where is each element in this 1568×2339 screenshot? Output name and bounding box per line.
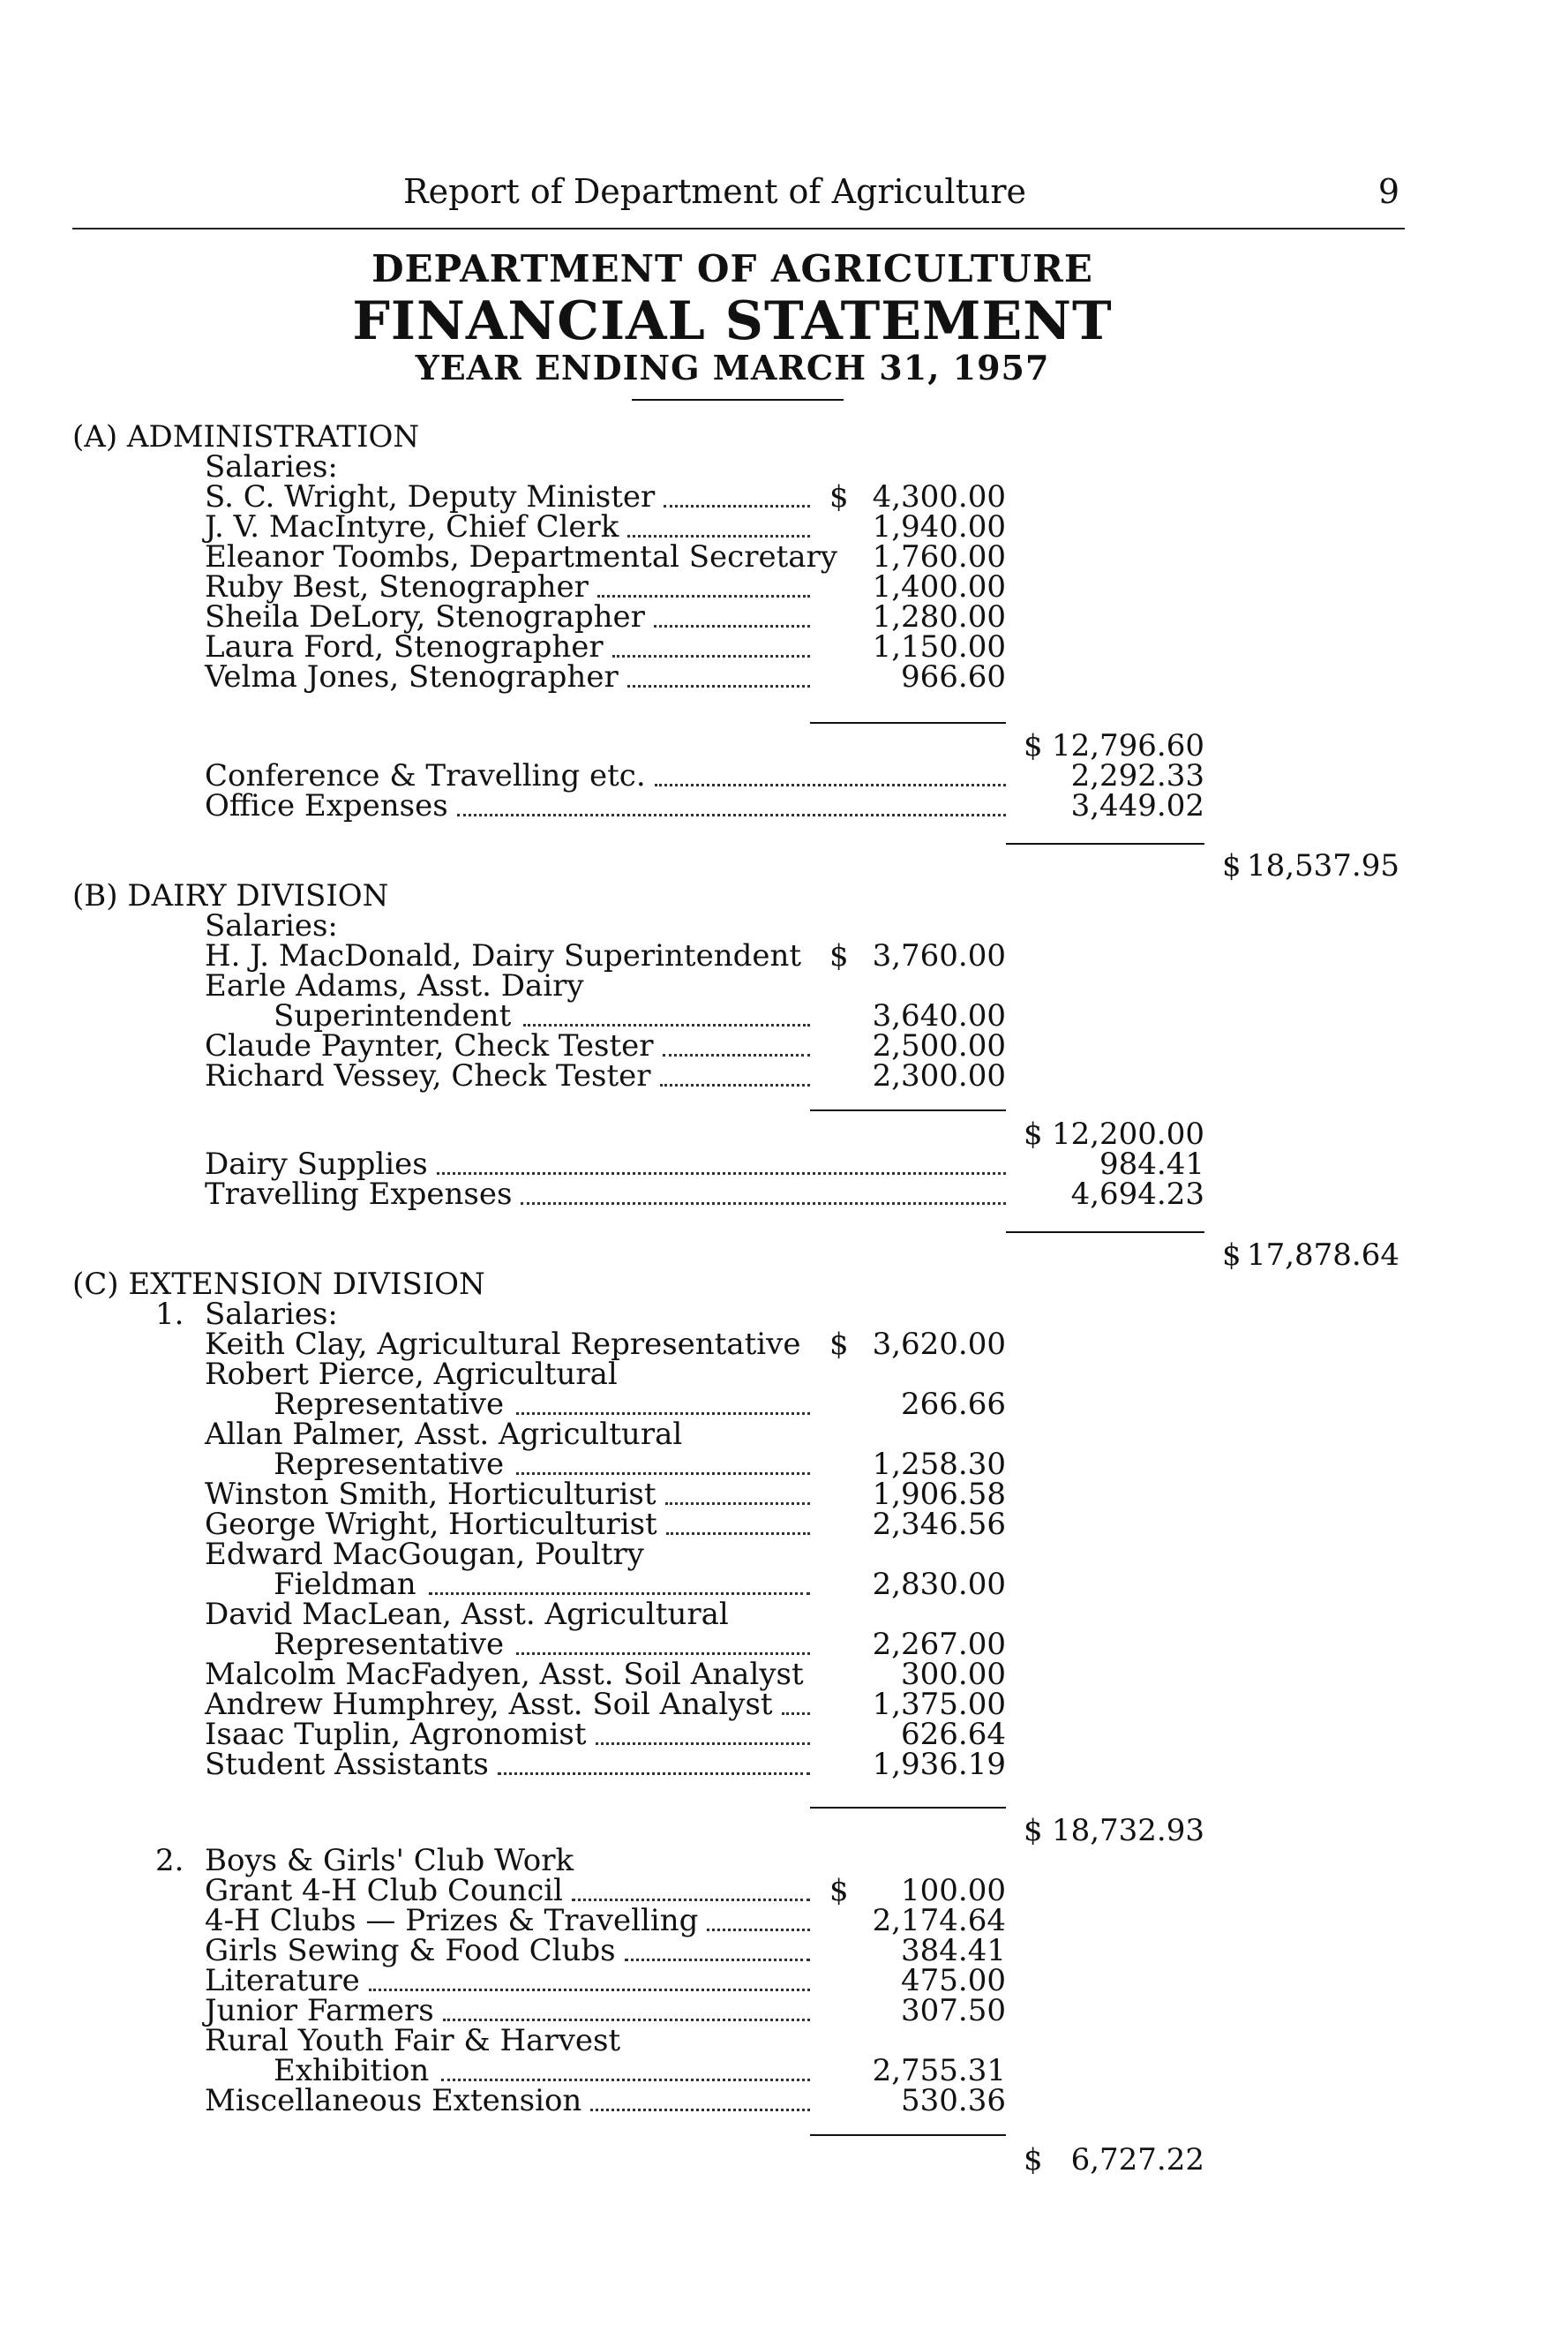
expense-label: Travelling Expenses xyxy=(205,1177,513,1212)
line-item-label: Ruby Best, Stenographer xyxy=(205,569,589,605)
dollar-sign: $ xyxy=(829,479,849,515)
line-item-amount: 1,400.00 xyxy=(872,569,1006,605)
subtotal-amount: 12,796.60 xyxy=(1051,728,1204,763)
line-item-label: 4-H Clubs — Prizes & Travelling xyxy=(205,1903,699,1938)
salaries-subheading: Salaries: xyxy=(205,1297,338,1332)
line-item-label: Edward MacGougan, Poultry xyxy=(205,1537,644,1572)
line-item-label: Malcolm MacFadyen, Asst. Soil Analyst xyxy=(205,1657,804,1692)
running-title: Report of Department of Agriculture xyxy=(403,172,1026,211)
line-item-amount: 2,500.00 xyxy=(872,1028,1006,1064)
section-total: 18,537.95 xyxy=(1246,848,1399,884)
dot-leader xyxy=(655,784,1006,786)
line-item-label: Winston Smith, Horticulturist xyxy=(205,1477,656,1512)
header-rule xyxy=(72,228,1405,229)
line-item-label: Eleanor Toombs, Departmental Secretary xyxy=(205,539,837,575)
line-item-label: Isaac Tuplin, Agronomist xyxy=(205,1717,587,1752)
line-item-label: Allan Palmer, Asst. Agricultural xyxy=(205,1417,683,1452)
line-item-label: Rural Youth Fair & Harvest xyxy=(205,2023,621,2058)
line-item-amount: 2,755.31 xyxy=(872,2053,1006,2088)
line-item-label: Student Assistants xyxy=(205,1747,489,1782)
line-item-amount: 1,906.58 xyxy=(872,1477,1006,1512)
dot-leader xyxy=(429,1592,810,1595)
total-rule xyxy=(1006,843,1204,845)
expense-amount: 4,694.23 xyxy=(1070,1177,1204,1212)
line-item-label-continued: Representative xyxy=(274,1627,505,1662)
line-item-label: George Wright, Horticulturist xyxy=(205,1507,657,1542)
line-item-label: Literature xyxy=(205,1963,360,1998)
expense-label: Conference & Travelling etc. xyxy=(205,758,646,793)
expense-amount: 3,449.02 xyxy=(1070,788,1204,824)
line-item-label-continued: Exhibition xyxy=(274,2053,430,2088)
line-item-amount: 1,150.00 xyxy=(872,629,1006,665)
line-item-label: S. C. Wright, Deputy Minister xyxy=(205,479,656,515)
dot-leader xyxy=(521,1202,1006,1205)
line-item-label: J. V. MacIntyre, Chief Clerk xyxy=(205,509,619,545)
part-number: 2. xyxy=(155,1843,184,1878)
line-item-label: Sheila DeLory, Stenographer xyxy=(205,599,645,635)
line-item-label: Richard Vessey, Check Tester xyxy=(205,1058,651,1094)
subtotal-rule xyxy=(810,1807,1006,1809)
line-item-amount: 2,174.64 xyxy=(872,1903,1006,1938)
dot-leader xyxy=(437,1172,1006,1175)
total-rule xyxy=(1006,1231,1204,1233)
line-item-label-continued: Representative xyxy=(274,1387,505,1422)
line-item-amount: 626.64 xyxy=(901,1717,1006,1752)
dot-leader xyxy=(443,2019,810,2021)
line-item-amount: 307.50 xyxy=(901,1993,1006,2028)
line-item-amount: 384.41 xyxy=(901,1933,1006,1968)
line-item-amount: 1,258.30 xyxy=(872,1447,1006,1482)
line-item-label: Andrew Humphrey, Asst. Soil Analyst xyxy=(205,1687,773,1722)
dollar-sign: $ xyxy=(1024,1813,1043,1848)
dollar-sign: $ xyxy=(1024,1117,1043,1152)
dot-leader xyxy=(441,2079,810,2081)
subtotal-rule xyxy=(810,1109,1006,1111)
line-item-amount: 1,375.00 xyxy=(872,1687,1006,1722)
title-department: DEPARTMENT OF AGRICULTURE xyxy=(371,247,1093,290)
expense-amount: 984.41 xyxy=(1099,1147,1204,1182)
line-item-label-continued: Representative xyxy=(274,1447,505,1482)
dot-leader xyxy=(516,1412,810,1415)
line-item-amount: 1,760.00 xyxy=(872,539,1006,575)
line-item-label: Grant 4-H Club Council xyxy=(205,1873,564,1908)
section-heading: (B) DAIRY DIVISION xyxy=(72,878,389,914)
line-item-amount: 3,640.00 xyxy=(872,998,1006,1034)
section-total: 17,878.64 xyxy=(1246,1237,1399,1273)
line-item-amount: 300.00 xyxy=(901,1657,1006,1692)
dot-leader xyxy=(516,1652,810,1655)
line-item-label: Girls Sewing & Food Clubs xyxy=(205,1933,616,1968)
line-item-amount: 2,300.00 xyxy=(872,1058,1006,1094)
dollar-sign: $ xyxy=(829,1327,849,1362)
line-item-amount: 1,940.00 xyxy=(872,509,1006,545)
line-item-label: Keith Clay, Agricultural Representative xyxy=(205,1327,801,1362)
expense-label: Dairy Supplies xyxy=(205,1147,428,1182)
dollar-sign: $ xyxy=(829,1873,849,1908)
line-item-label: Junior Farmers xyxy=(205,1993,434,2028)
dollar-sign: $ xyxy=(1222,1237,1242,1273)
dollar-sign: $ xyxy=(1222,848,1242,884)
subtotal-amount: 6,727.22 xyxy=(1070,2142,1204,2177)
dot-leader xyxy=(369,1989,810,1991)
expense-amount: 2,292.33 xyxy=(1070,758,1204,793)
line-item-amount: 966.60 xyxy=(901,659,1006,695)
line-item-label-continued: Superintendent xyxy=(274,998,512,1034)
dollar-sign: $ xyxy=(1024,2142,1043,2177)
line-item-label: Miscellaneous Extension xyxy=(205,2083,582,2118)
dot-leader xyxy=(516,1472,810,1475)
line-item-label: Velma Jones, Stenographer xyxy=(205,659,619,695)
title-financial-statement: FINANCIAL STATEMENT xyxy=(352,290,1113,352)
line-item-amount: 2,830.00 xyxy=(872,1567,1006,1602)
line-item-amount: 2,267.00 xyxy=(872,1627,1006,1662)
subtotal-amount: 18,732.93 xyxy=(1051,1813,1204,1848)
line-item-amount: 4,300.00 xyxy=(872,479,1006,515)
line-item-amount: 1,280.00 xyxy=(872,599,1006,635)
page-number: 9 xyxy=(1377,172,1399,211)
title-rule xyxy=(632,399,844,401)
line-item-label: H. J. MacDonald, Dairy Superintendent xyxy=(205,938,802,974)
line-item-amount: 1,936.19 xyxy=(872,1747,1006,1782)
dot-leader xyxy=(572,1899,810,1901)
salaries-subheading: Salaries: xyxy=(205,449,338,485)
section-heading: (C) EXTENSION DIVISION xyxy=(72,1267,485,1302)
subtotal-rule xyxy=(810,2134,1006,2136)
subtotal-rule xyxy=(810,722,1006,724)
dot-leader xyxy=(523,1024,810,1027)
line-item-label: Laura Ford, Stenographer xyxy=(205,629,604,665)
line-item-label: Robert Pierce, Agricultural xyxy=(205,1357,618,1392)
club-work-subheading: Boys & Girls' Club Work xyxy=(205,1843,574,1878)
dollar-sign: $ xyxy=(829,938,849,974)
dollar-sign: $ xyxy=(1024,728,1043,763)
dot-leader xyxy=(457,814,1006,816)
dot-leader xyxy=(498,1772,810,1775)
line-item-amount: 266.66 xyxy=(901,1387,1006,1422)
line-item-amount: 3,760.00 xyxy=(872,938,1006,974)
line-item-amount: 3,620.00 xyxy=(872,1327,1006,1362)
section-heading: (A) ADMINISTRATION xyxy=(72,419,420,455)
line-item-amount: 2,346.56 xyxy=(872,1507,1006,1542)
subtotal-amount: 12,200.00 xyxy=(1051,1117,1204,1152)
part-number: 1. xyxy=(155,1297,184,1332)
line-item-amount: 475.00 xyxy=(901,1963,1006,1998)
line-item-amount: 530.36 xyxy=(901,2083,1006,2118)
salaries-subheading: Salaries: xyxy=(205,908,338,944)
line-item-label-continued: Fieldman xyxy=(274,1567,416,1602)
line-item-label: David MacLean, Asst. Agricultural xyxy=(205,1597,729,1632)
line-item-label: Earle Adams, Asst. Dairy xyxy=(205,968,584,1004)
title-year-ending: YEAR ENDING MARCH 31, 1957 xyxy=(415,348,1050,387)
line-item-amount: 100.00 xyxy=(901,1873,1006,1908)
expense-label: Office Expenses xyxy=(205,788,448,824)
line-item-label: Claude Paynter, Check Tester xyxy=(205,1028,654,1064)
